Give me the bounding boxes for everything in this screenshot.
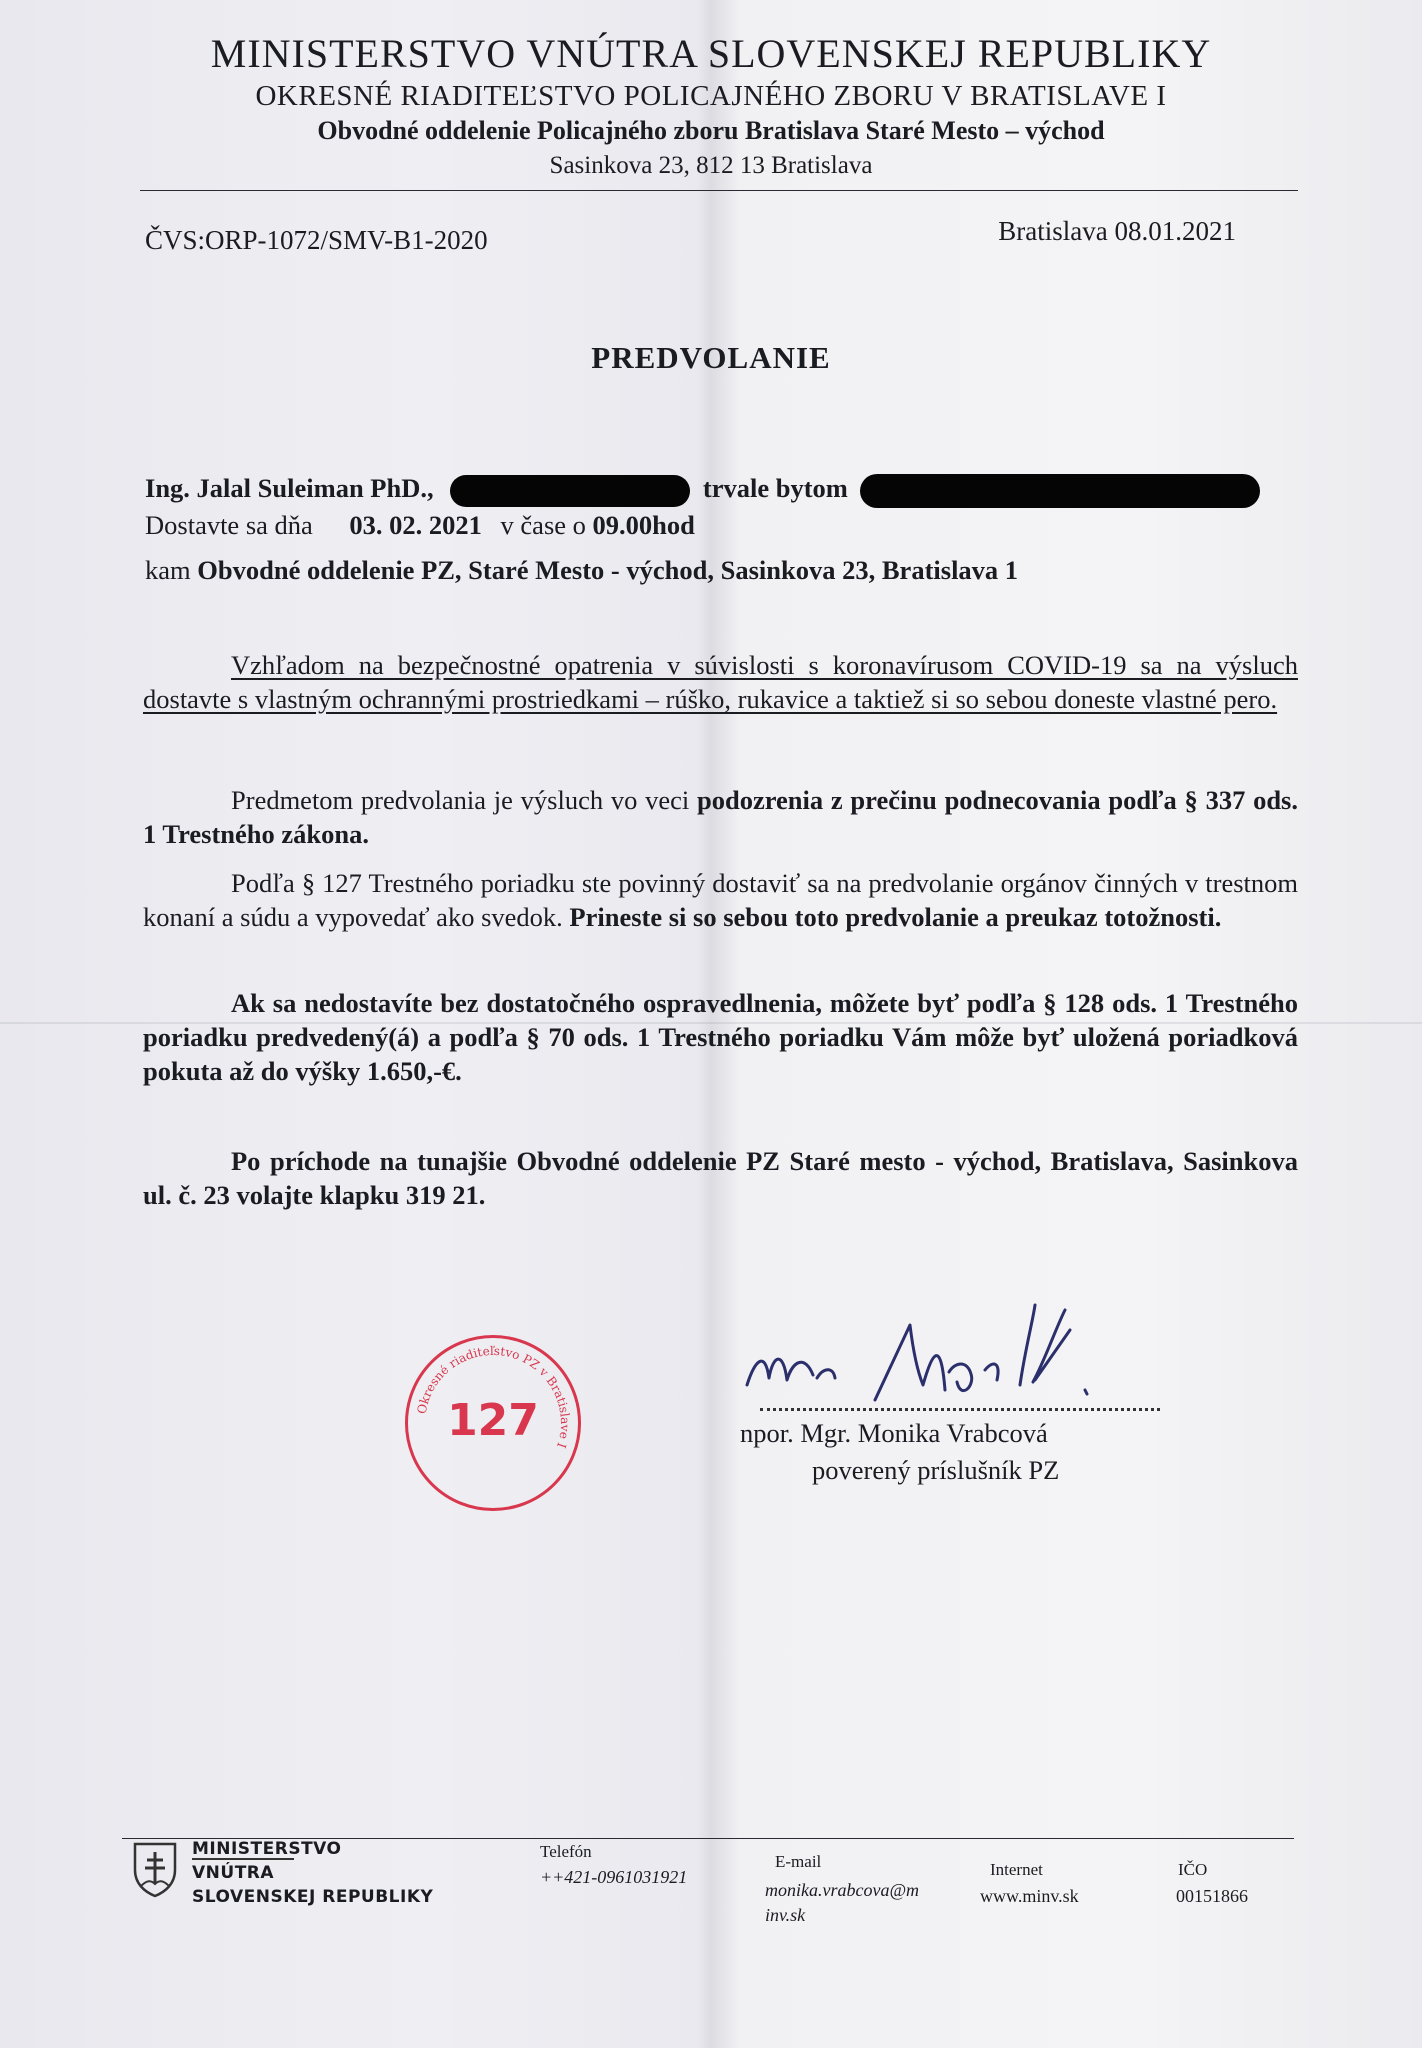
- time-value: 09.00hod: [592, 510, 695, 540]
- header-ministry: MINISTERSTVO VNÚTRA SLOVENSKEJ REPUBLIKY: [210, 31, 1212, 76]
- coat-of-arms-icon: [131, 1840, 179, 1898]
- internet-value: www.minv.sk: [980, 1886, 1079, 1906]
- header-address: Sasinkova 23, 812 13 Bratislava: [549, 152, 873, 179]
- signature-line: [760, 1408, 1160, 1411]
- reference-number: ČVS:ORP-1072/SMV-B1-2020: [145, 225, 488, 255]
- summons-name: Ing. Jalal Suleiman PhD.,: [145, 473, 434, 503]
- obligation-paragraph: [143, 866, 1298, 934]
- document-title: PREDVOLANIE: [591, 340, 831, 375]
- where-line: [145, 555, 1018, 586]
- logo-line-3: SLOVENSKEJ REPUBLIKY: [192, 1887, 434, 1907]
- obligation-lead: Podľa § 127 Trestného poriadku ste povinný dostaviť sa na predvolanie orgánov činných v trestnom konaní a súdu a vypovedať ako svedok.: [143, 868, 1298, 932]
- signatory-role: poverený príslušník PZ: [812, 1455, 1060, 1485]
- appear-line: [145, 510, 695, 541]
- phone-value: ++421-0961031921: [540, 1867, 688, 1887]
- logo-line-1: MINISTERSTVO: [192, 1839, 342, 1859]
- place-date: Bratislava 08.01.2021: [998, 216, 1236, 246]
- redacted-birthdate: [450, 475, 690, 507]
- svg-text:Okresné riaditeľstvo PZ v Brat: Okresné riaditeľstvo PZ v Bratislave I: [414, 1343, 573, 1450]
- ico-value: 00151866: [1176, 1886, 1248, 1906]
- header-divider: [140, 190, 1298, 191]
- covid-paragraph: Vzhľadom na bezpečnostné opatrenia v súvislosti s koronavírusom COVID-19 sa na výsluch dostavte s vlastným ochrannými prostriedkami – rúško, rukavice a taktiež si so sebou doneste vlastné pero.: [143, 650, 1298, 714]
- arrival-paragraph: Po príchode na tunajšie Obvodné oddelenie PZ Staré mesto - východ, Bratislava, Sasinkova ul. č. 23 volajte klapku 319 21.: [143, 1146, 1298, 1210]
- header-department: Obvodné oddelenie Policajného zboru Bratislava Staré Mesto – východ: [317, 116, 1105, 145]
- time-label: v čase o: [500, 510, 586, 540]
- logo-line-2: VNÚTRA: [192, 1863, 275, 1883]
- appear-label: Dostavte sa dňa: [145, 510, 313, 540]
- where-value: Obvodné oddelenie PZ, Staré Mesto - východ, Sasinkova 23, Bratislava 1: [197, 555, 1019, 585]
- header-directorate: OKRESNÉ RIADITEĽSTVO POLICAJNÉHO ZBORU V BRATISLAVE I: [255, 80, 1167, 112]
- internet-label: Internet: [990, 1860, 1043, 1879]
- subject-lead: Predmetom predvolania je výsluch vo veci: [231, 785, 690, 815]
- logo-underline: [192, 1858, 294, 1860]
- appear-date: 03. 02. 2021: [349, 510, 482, 540]
- subject-paragraph: [143, 783, 1298, 851]
- stamp-number: 127: [447, 1395, 539, 1446]
- email-value-1: monika.vrabcova@m: [765, 1880, 920, 1900]
- summons-name-line: [145, 473, 1260, 508]
- signatory-name: npor. Mgr. Monika Vrabcová: [740, 1418, 1048, 1448]
- ico-label: IČO: [1178, 1860, 1208, 1879]
- footer-logo-text: [192, 1837, 433, 1909]
- phone-label: Telefón: [540, 1842, 592, 1861]
- email-label: E-mail: [775, 1852, 822, 1871]
- official-stamp: [405, 1335, 581, 1511]
- residence-label: trvale bytom: [702, 473, 848, 503]
- where-label: kam: [145, 555, 191, 585]
- penalty-paragraph: Ak sa nedostavíte bez dostatočného ospravedlnenia, môžete byť podľa § 128 ods. 1 Trestného poriadku predvedený(á) a podľa § 70 ods. 1 Trestného poriadku Vám môže byť uložená poriadková pokuta až do výšky 1.650,-€.: [143, 988, 1298, 1086]
- redacted-address: [860, 474, 1260, 508]
- handwritten-signature: [735, 1290, 1155, 1420]
- email-value-2: inv.sk: [765, 1905, 806, 1925]
- obligation-bold: Prineste si so sebou toto predvolanie a preukaz totožnosti.: [569, 902, 1222, 932]
- subject-bold: podozrenia z prečinu podnecovania podľa § 337 ods. 1 Trestného zákona.: [143, 785, 1298, 849]
